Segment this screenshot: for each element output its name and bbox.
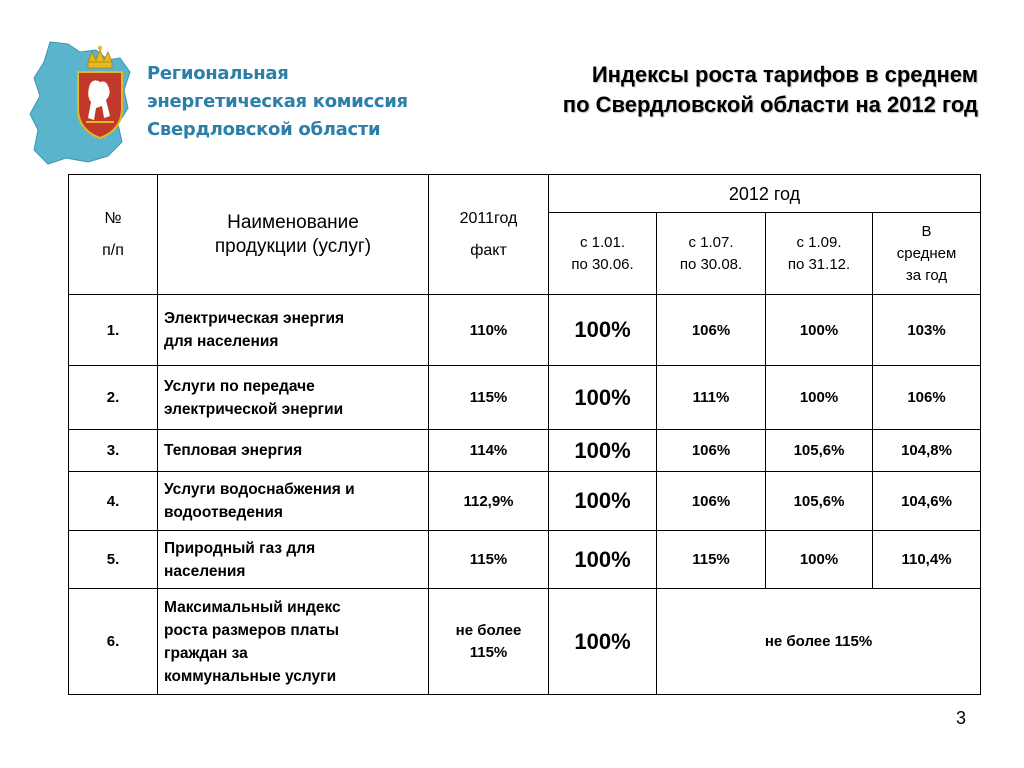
header-number-line1: № xyxy=(104,209,122,227)
header-period-1 xyxy=(549,213,657,295)
row-period-2: 106% xyxy=(657,472,766,531)
row-product-name-line1: Услуги водоснабжения и xyxy=(164,481,355,498)
row-period-2: 106% xyxy=(657,430,766,472)
header-2011-fact xyxy=(429,175,549,295)
row-2011-fact-line1: не более xyxy=(455,621,522,639)
coat-of-arms-logo xyxy=(28,38,132,166)
row-period-1: 100% xyxy=(549,589,657,695)
row-period-3: 105,6% xyxy=(766,472,873,531)
table-row xyxy=(69,295,981,366)
row-number: 4. xyxy=(69,472,158,531)
row-product-name-line1: Услуги по передаче xyxy=(164,377,315,395)
row-year-average: 103% xyxy=(873,295,981,366)
row-product-name xyxy=(158,366,429,430)
row-product-name-line2: для населения xyxy=(164,333,279,350)
row-period-3: 100% xyxy=(766,295,873,366)
row-product-name-line2: электрической энергии xyxy=(164,400,344,418)
row-2011-fact: 112,9% xyxy=(429,472,549,531)
row-2011-fact: 115% xyxy=(429,366,549,430)
organization-name-line2: энергетическая комиссия xyxy=(147,91,408,112)
row-product-name-line2: водоотведения xyxy=(164,504,283,521)
row-year-average: 104,8% xyxy=(873,430,981,472)
header-period-2-line2: по 30.08. xyxy=(679,255,743,273)
row-number: 6. xyxy=(69,589,158,695)
row-period-1: 100% xyxy=(549,295,657,366)
organization-name-line1: Региональная xyxy=(147,63,289,84)
header-year-average xyxy=(873,213,981,295)
row-product-name xyxy=(158,472,429,531)
header-period-2 xyxy=(657,213,766,295)
row-product-name-line2: населения xyxy=(164,562,246,580)
header-product-name xyxy=(158,175,429,295)
header-period-1-line2: по 30.06. xyxy=(571,255,634,273)
header-number xyxy=(69,175,158,295)
row-period-1: 100% xyxy=(549,531,657,589)
table-row xyxy=(69,531,981,589)
row-period-3: 100% xyxy=(766,531,873,589)
row-period-2: 111% xyxy=(657,366,766,430)
row-product-name xyxy=(158,430,429,472)
table-row xyxy=(69,366,981,430)
page-number: 3 xyxy=(955,708,966,728)
row-number: 2. xyxy=(69,366,158,430)
row-product-name xyxy=(158,589,429,695)
header-year-average-line3: за год xyxy=(905,266,948,284)
organization-name-line3: Свердловской области xyxy=(147,119,381,140)
header-period-3 xyxy=(766,213,873,295)
header-year-average-line2: среднем xyxy=(896,244,957,262)
row-product-name-line1: Максимальный индекс xyxy=(164,598,341,616)
row-number: 1. xyxy=(69,295,158,366)
header-period-3-line1: с 1.09. xyxy=(796,233,842,251)
row-2011-fact-line2: 115% xyxy=(469,643,508,661)
table-row xyxy=(69,589,981,695)
row-merged-limit: не более 115% xyxy=(657,589,981,695)
row-period-3: 105,6% xyxy=(766,430,873,472)
row-number: 5. xyxy=(69,531,158,589)
row-2011-fact: 115% xyxy=(429,531,549,589)
page-title-line1: Индексы роста тарифов в среднем xyxy=(591,62,978,87)
header-period-3-line2: по 31.12. xyxy=(787,255,851,273)
row-year-average: 110,4% xyxy=(873,531,981,589)
page-title xyxy=(563,60,978,120)
header-number-line2: п/п xyxy=(102,241,124,259)
row-2011-fact xyxy=(429,589,549,695)
table-row xyxy=(69,430,981,472)
page-title-line2: по Свердловской области на 2012 год xyxy=(562,92,978,117)
row-product-name xyxy=(158,531,429,589)
header-product-name-line2: продукции (услуг) xyxy=(214,235,372,257)
header-year-average-line1: В xyxy=(921,222,932,240)
header-2011-fact-line1: 2011год xyxy=(459,209,518,227)
row-period-3: 100% xyxy=(766,366,873,430)
organization-name xyxy=(147,60,408,144)
row-period-1: 100% xyxy=(549,472,657,531)
row-year-average: 106% xyxy=(873,366,981,430)
row-2011-fact: 110% xyxy=(429,295,549,366)
header-product-name-line1: Наименование xyxy=(227,211,359,233)
row-product-name-line2: роста размеров платы xyxy=(164,621,339,639)
header-2011-fact-line2: факт xyxy=(470,241,507,259)
tariff-growth-table xyxy=(68,174,981,695)
row-product-name-line1: Природный газ для xyxy=(164,539,316,557)
header-period-1-line1: с 1.01. xyxy=(579,233,626,251)
row-2011-fact: 114% xyxy=(429,430,549,472)
row-year-average: 104,6% xyxy=(873,472,981,531)
row-period-1: 100% xyxy=(549,366,657,430)
row-product-name-line3: граждан за xyxy=(164,644,248,662)
table-row xyxy=(69,472,981,531)
row-product-name xyxy=(158,295,429,366)
row-product-name-line1: Электрическая энергия xyxy=(164,310,345,327)
header-period-2-line1: с 1.07. xyxy=(688,233,734,251)
row-product-name-line4: коммунальные услуги xyxy=(164,667,337,685)
header-2012-year: 2012 год xyxy=(549,175,981,213)
row-period-1: 100% xyxy=(549,430,657,472)
row-product-name-line1: Тепловая энергия xyxy=(164,442,303,459)
row-period-2: 115% xyxy=(657,531,766,589)
row-period-2: 106% xyxy=(657,295,766,366)
row-number: 3. xyxy=(69,430,158,472)
